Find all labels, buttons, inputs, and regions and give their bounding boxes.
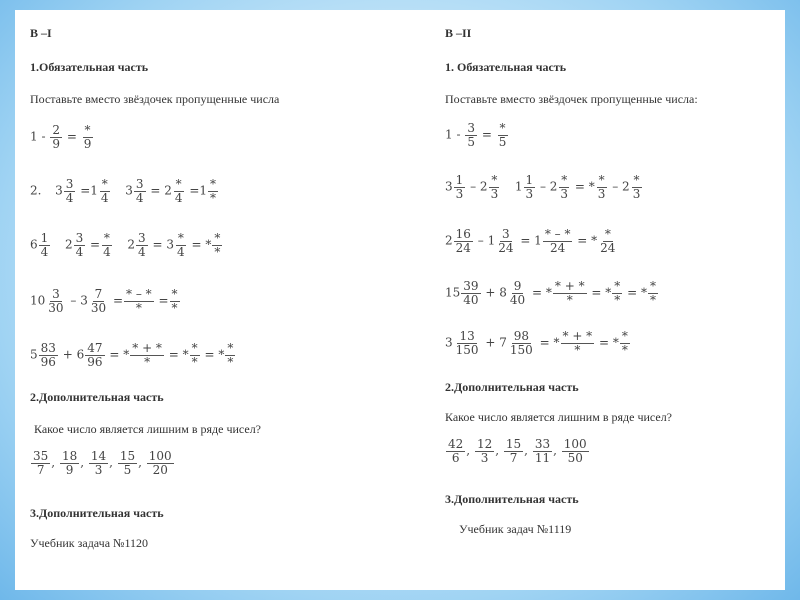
numerator: 47 bbox=[87, 341, 103, 355]
numerator: 83 bbox=[40, 341, 56, 355]
variant-2-exercise-3 bbox=[445, 228, 618, 254]
operator: =1 bbox=[80, 183, 98, 198]
denominator: 9 bbox=[65, 462, 74, 477]
operator: + 8 bbox=[485, 285, 507, 300]
fraction bbox=[561, 330, 595, 356]
denominator: 3 bbox=[455, 186, 464, 201]
denominator: 4 bbox=[65, 190, 74, 205]
operator: – 2 bbox=[539, 179, 558, 194]
variant-2-exercise-5 bbox=[445, 330, 631, 356]
fraction bbox=[596, 174, 608, 200]
separator: , bbox=[466, 443, 471, 458]
operator: = * bbox=[627, 285, 647, 300]
denominator: 24 bbox=[498, 240, 514, 255]
fraction bbox=[475, 438, 494, 464]
numerator: 1 bbox=[40, 231, 49, 245]
variant-1-section-extra-1: 2.Дополнительная часть bbox=[30, 390, 164, 404]
variant-1-exercise-1 bbox=[30, 124, 94, 150]
numerator: 3 bbox=[467, 121, 475, 135]
denominator: 3 bbox=[480, 450, 489, 465]
operator: = * bbox=[204, 347, 225, 362]
fraction bbox=[190, 342, 200, 368]
denominator: * bbox=[144, 354, 151, 369]
numerator: * bbox=[210, 177, 217, 191]
whole-part: 2 bbox=[64, 237, 73, 252]
numerator: * bbox=[84, 123, 91, 137]
denominator: 5 bbox=[467, 134, 475, 149]
operator: = bbox=[112, 293, 124, 308]
denominator: * bbox=[191, 354, 198, 369]
numerator: * bbox=[191, 341, 198, 355]
operator: = * bbox=[168, 347, 189, 362]
denominator: * bbox=[227, 354, 234, 369]
fraction bbox=[170, 288, 180, 314]
variant-2-title: В –II bbox=[445, 26, 472, 40]
denominator: 9 bbox=[52, 136, 60, 151]
separator: , bbox=[109, 455, 113, 470]
numerator: 98 bbox=[513, 329, 529, 343]
variant-1-exercise-2 bbox=[30, 178, 219, 204]
fraction bbox=[533, 438, 552, 464]
fraction bbox=[208, 178, 218, 204]
denominator: * bbox=[614, 292, 621, 307]
operator: = bbox=[481, 127, 492, 142]
denominator: 3 bbox=[597, 186, 606, 201]
variant-1-section-extra-2: 3.Дополнительная часть bbox=[30, 506, 164, 520]
numerator: 100 bbox=[148, 449, 172, 463]
operator: – 2 bbox=[612, 179, 630, 194]
denominator: * bbox=[649, 292, 656, 307]
operator: = bbox=[158, 293, 169, 308]
numerator: 35 bbox=[33, 449, 49, 463]
variant-1-exercise-5 bbox=[30, 342, 236, 368]
denominator: 4 bbox=[177, 244, 185, 259]
operator: = * bbox=[599, 335, 619, 350]
numerator: 3 bbox=[138, 231, 146, 245]
denominator: * bbox=[574, 342, 581, 357]
fraction bbox=[508, 330, 535, 356]
fraction bbox=[130, 342, 164, 368]
operator: = * bbox=[577, 233, 598, 248]
numerator: 14 bbox=[90, 449, 107, 463]
operator: = * bbox=[191, 237, 212, 252]
fraction bbox=[50, 124, 62, 150]
fraction bbox=[99, 178, 111, 204]
fraction bbox=[225, 342, 235, 368]
whole-part: 1 bbox=[514, 179, 523, 194]
variant-2-section-extra-1: 2.Дополнительная часть bbox=[445, 380, 579, 394]
fraction bbox=[461, 280, 480, 306]
variant-1-exercise-4 bbox=[30, 288, 181, 314]
operator: = 1 bbox=[520, 233, 542, 248]
denominator: 4 bbox=[103, 244, 111, 259]
denominator: 5 bbox=[498, 134, 507, 149]
numerator: * bbox=[633, 173, 640, 187]
denominator: * bbox=[171, 300, 178, 315]
numerator: * bbox=[175, 177, 182, 191]
operator: = * bbox=[532, 285, 552, 300]
fraction bbox=[134, 178, 146, 204]
operator: = * bbox=[591, 285, 612, 300]
numerator: 15 bbox=[505, 437, 522, 451]
numerator: 12 bbox=[476, 437, 493, 451]
fraction bbox=[496, 228, 515, 254]
numerator: 33 bbox=[534, 437, 551, 451]
numerator: 9 bbox=[513, 279, 522, 293]
numerator: 1 bbox=[455, 173, 464, 187]
numerator: * – * bbox=[544, 227, 571, 241]
variant-2-section-extra-2: 3.Дополнительная часть bbox=[445, 492, 579, 506]
denominator: 6 bbox=[451, 450, 460, 465]
fraction bbox=[553, 280, 587, 306]
operator: =1 bbox=[189, 183, 208, 198]
fraction bbox=[631, 174, 643, 200]
numerator: 39 bbox=[463, 279, 479, 293]
operator: = * bbox=[574, 179, 595, 194]
operator: – 3 bbox=[70, 293, 88, 308]
fraction bbox=[175, 232, 187, 258]
exercise-prefix: 1 - bbox=[30, 129, 46, 144]
denominator: 4 bbox=[40, 244, 49, 259]
denominator: 11 bbox=[534, 450, 551, 465]
numerator: 2 bbox=[52, 123, 60, 137]
variant-2-exercise-4 bbox=[445, 280, 659, 306]
denominator: * bbox=[135, 300, 142, 315]
variant-2-number-series bbox=[445, 438, 590, 464]
separator: , bbox=[80, 455, 85, 470]
fraction bbox=[60, 450, 79, 476]
fraction bbox=[612, 280, 622, 306]
numerator: 3 bbox=[502, 227, 510, 241]
denominator: 50 bbox=[567, 450, 583, 465]
fraction bbox=[39, 232, 51, 258]
separator: , bbox=[495, 443, 500, 458]
denominator: * bbox=[214, 244, 221, 259]
numerator: 1 bbox=[525, 173, 534, 187]
denominator: 4 bbox=[174, 190, 183, 205]
denominator: 40 bbox=[509, 292, 526, 307]
variant-2-exercise-2 bbox=[445, 174, 643, 200]
denominator: 9 bbox=[83, 136, 92, 151]
fraction bbox=[454, 330, 481, 356]
numerator: * – * bbox=[126, 287, 152, 301]
denominator: 30 bbox=[48, 300, 64, 315]
fraction bbox=[85, 342, 104, 368]
whole-part: 5 bbox=[30, 347, 38, 362]
denominator: * bbox=[566, 292, 573, 307]
fraction bbox=[74, 232, 86, 258]
operator: – 1 bbox=[477, 233, 496, 248]
fraction bbox=[648, 280, 658, 306]
numerator: * bbox=[227, 341, 234, 355]
denominator: 150 bbox=[455, 342, 479, 357]
variant-2-textbook-task: Учебник задач №1119 bbox=[459, 522, 572, 536]
denominator: 4 bbox=[75, 244, 84, 259]
numerator: 3 bbox=[75, 231, 84, 245]
numerator: * + * bbox=[554, 279, 585, 293]
denominator: 3 bbox=[560, 186, 569, 201]
whole-part: 6 bbox=[30, 237, 38, 252]
variant-2-instruction: Поставьте вместо звёздочек пропущенные числа: bbox=[445, 92, 698, 106]
separator: , bbox=[138, 455, 142, 470]
denominator: 4 bbox=[100, 190, 109, 205]
numerator: * + * bbox=[562, 329, 593, 343]
fraction bbox=[89, 288, 108, 314]
fraction bbox=[558, 174, 570, 200]
fraction bbox=[39, 342, 58, 368]
numerator: * bbox=[649, 279, 656, 293]
operator: + 7 bbox=[485, 335, 507, 350]
fraction bbox=[598, 228, 617, 254]
fraction bbox=[82, 124, 94, 150]
fraction bbox=[543, 228, 573, 254]
fraction bbox=[504, 438, 523, 464]
operator: = * bbox=[539, 335, 560, 350]
numerator: * bbox=[561, 173, 568, 187]
denominator: 3 bbox=[525, 186, 534, 201]
numerator: 42 bbox=[448, 437, 464, 451]
fraction bbox=[465, 122, 477, 148]
numerator: 7 bbox=[94, 287, 103, 301]
variant-1-title: В –I bbox=[30, 26, 52, 40]
operator: = bbox=[90, 237, 101, 252]
denominator: 4 bbox=[135, 190, 144, 205]
variant-2-exercise-1 bbox=[445, 122, 509, 148]
denominator: 3 bbox=[94, 462, 103, 477]
fraction bbox=[118, 450, 137, 476]
variant-1-instruction: Поставьте вместо звёздочек пропущенные числа bbox=[30, 92, 280, 106]
denominator: 7 bbox=[36, 462, 45, 477]
numerator: * + * bbox=[132, 341, 162, 355]
exercise-prefix: 1 - bbox=[445, 127, 461, 142]
numerator: * bbox=[171, 287, 178, 301]
fraction bbox=[508, 280, 527, 306]
fraction bbox=[46, 288, 65, 314]
operator: – 2 bbox=[470, 179, 488, 194]
operator: + 6 bbox=[62, 347, 85, 362]
fraction bbox=[64, 178, 76, 204]
separator: , bbox=[51, 455, 56, 470]
numerator: 3 bbox=[135, 177, 144, 191]
variant-1-number-series bbox=[30, 450, 175, 476]
denominator: 7 bbox=[509, 450, 518, 465]
separator: , bbox=[524, 443, 528, 458]
fraction bbox=[620, 330, 630, 356]
numerator: 16 bbox=[455, 227, 471, 241]
numerator: * bbox=[598, 173, 605, 187]
variant-2-section-required: 1. Обязательная часть bbox=[445, 60, 567, 74]
fraction bbox=[101, 232, 113, 258]
fraction bbox=[89, 450, 108, 476]
variant-2-question: Какое число является лишним в ряде чисел? bbox=[445, 410, 673, 424]
numerator: * bbox=[614, 279, 621, 293]
denominator: 24 bbox=[600, 240, 616, 255]
denominator: 96 bbox=[40, 354, 56, 369]
numerator: * bbox=[103, 231, 110, 245]
whole-part: 2 bbox=[445, 233, 453, 248]
numerator: * bbox=[604, 227, 611, 241]
denominator: 20 bbox=[152, 462, 168, 477]
denominator: 3 bbox=[490, 186, 499, 201]
fraction bbox=[454, 174, 466, 200]
whole-part: 2 bbox=[127, 237, 136, 252]
denominator: 96 bbox=[87, 354, 103, 369]
operator: = 3 bbox=[152, 237, 175, 252]
fraction bbox=[524, 174, 536, 200]
denominator: 3 bbox=[632, 186, 641, 201]
numerator: * bbox=[491, 173, 498, 187]
numerator: * bbox=[177, 231, 184, 245]
denominator: 24 bbox=[550, 240, 566, 255]
numerator: 3 bbox=[65, 177, 74, 191]
operator: = bbox=[66, 129, 77, 144]
numerator: 100 bbox=[563, 437, 587, 451]
exercise-prefix: 2. bbox=[30, 183, 42, 198]
fraction bbox=[124, 288, 154, 314]
fraction bbox=[454, 228, 473, 254]
numerator: 3 bbox=[52, 287, 60, 301]
worksheet-slide bbox=[15, 10, 785, 590]
variant-1-question: Какое число является лишним в ряде чисел? bbox=[34, 422, 262, 436]
denominator: 24 bbox=[455, 240, 471, 255]
denominator: 40 bbox=[463, 292, 479, 307]
numerator: * bbox=[499, 121, 506, 135]
numerator: 15 bbox=[119, 449, 136, 463]
denominator: 4 bbox=[138, 244, 146, 259]
variant-1-section-required: 1.Обязательная часть bbox=[30, 60, 149, 74]
operator: = 2 bbox=[150, 183, 172, 198]
denominator: * bbox=[621, 342, 628, 357]
numerator: * bbox=[214, 231, 221, 245]
fraction bbox=[136, 232, 148, 258]
denominator: 5 bbox=[123, 462, 132, 477]
fraction bbox=[31, 450, 50, 476]
denominator: * bbox=[210, 190, 217, 205]
numerator: 18 bbox=[61, 449, 78, 463]
numerator: * bbox=[101, 177, 108, 191]
separator: , bbox=[553, 443, 557, 458]
fraction bbox=[446, 438, 465, 464]
numerator: * bbox=[621, 329, 628, 343]
operator: = * bbox=[109, 347, 130, 362]
denominator: 150 bbox=[509, 342, 533, 357]
whole-part: 3 bbox=[445, 179, 453, 194]
variant-1-exercise-3 bbox=[30, 232, 223, 258]
fraction bbox=[562, 438, 589, 464]
fraction bbox=[497, 122, 509, 148]
whole-part: 3 bbox=[55, 183, 63, 198]
fraction bbox=[173, 178, 185, 204]
denominator: 30 bbox=[90, 300, 107, 315]
variant-1-textbook-task: Учебник задача №1120 bbox=[30, 536, 149, 550]
whole-part: 3 bbox=[445, 335, 453, 350]
whole-part: 15 bbox=[445, 285, 461, 300]
fraction bbox=[489, 174, 501, 200]
whole-part: 10 bbox=[30, 293, 46, 308]
numerator: 13 bbox=[459, 329, 475, 343]
fraction bbox=[212, 232, 222, 258]
fraction bbox=[147, 450, 174, 476]
whole-part: 3 bbox=[125, 183, 133, 198]
